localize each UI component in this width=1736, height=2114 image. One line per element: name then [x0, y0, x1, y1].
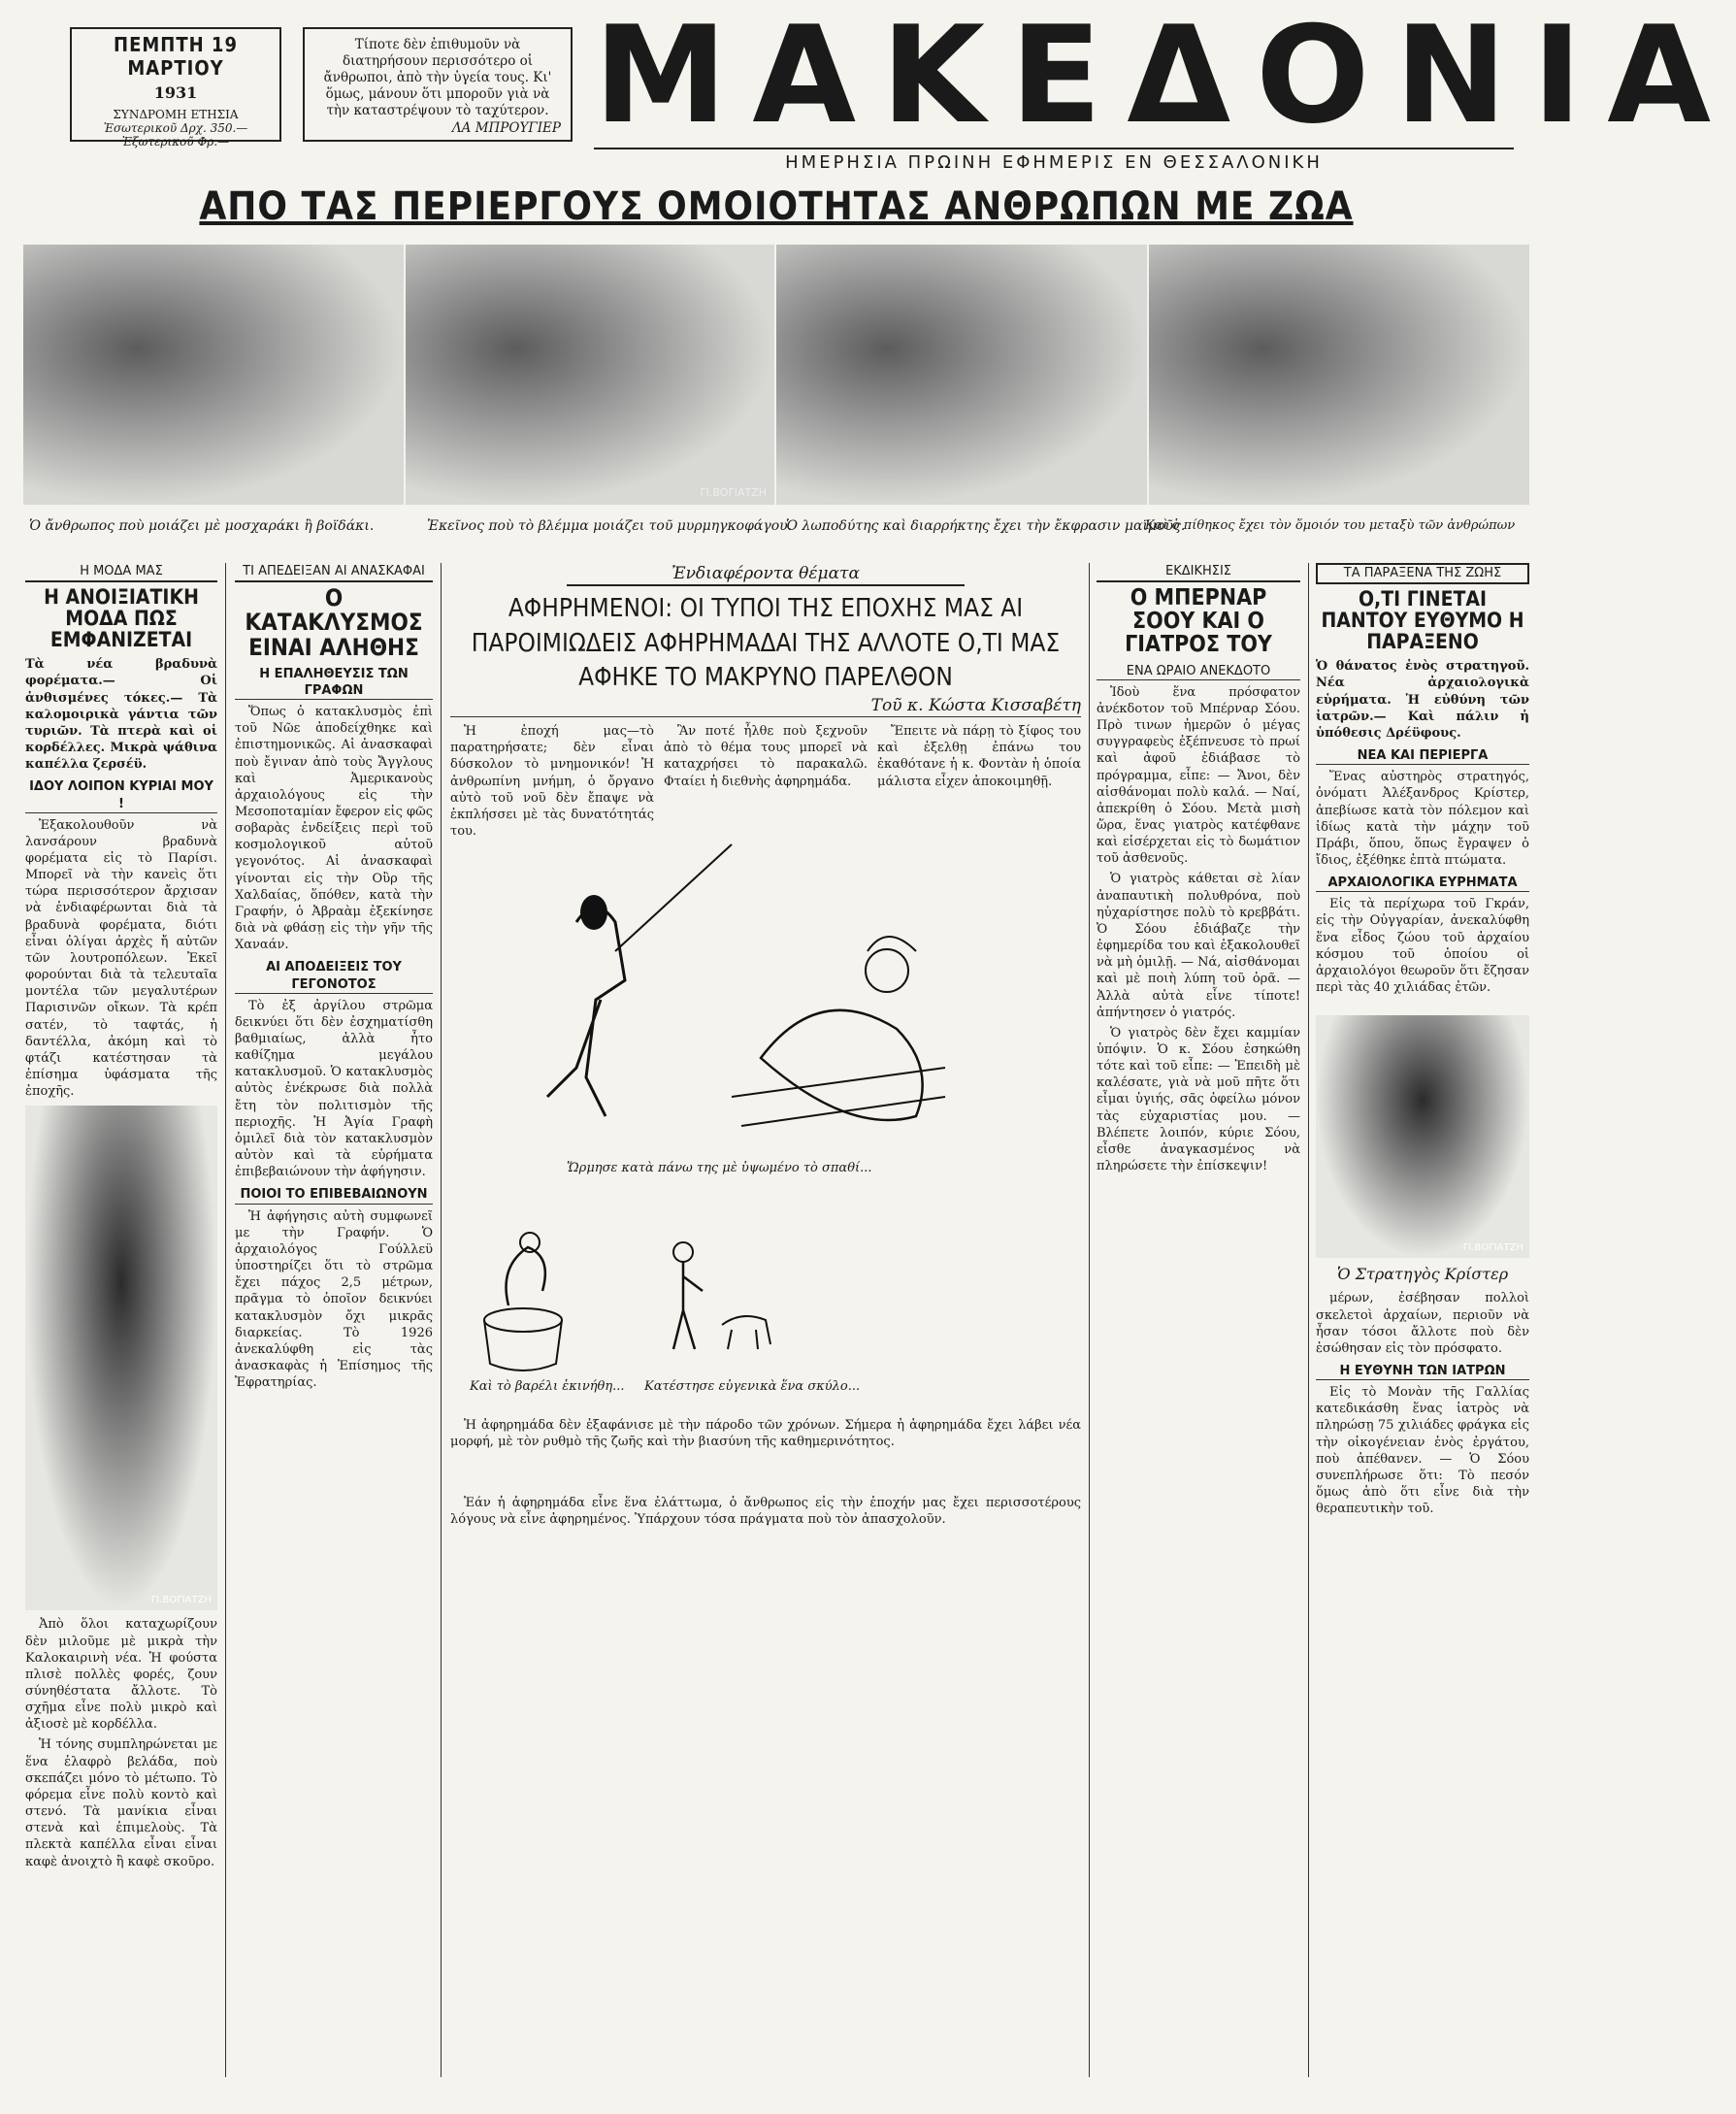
article-body: Ἂν ποτέ ἦλθε ποὺ ξεχνοῦν ἀπὸ τὸ θέμα τους μπορεῖ νὰ καταχρήσει τὸ παρακαλῶ. Φταίει ἡ διεθνὴς ἀφηρημάδα.	[664, 724, 868, 789]
sketch-caption: Καὶ τὸ βαρέλι ἐκινήθη...	[470, 1379, 625, 1394]
feature-headline: ΑΦΗΡΗΜΕΝΟΙ: ΟΙ ΤΥΠΟΙ ΤΗΣ ΕΠΟΧΗΣ ΜΑΣ ΑΙ ΠΑΡΟΙΜΙΩΔΕΙΣ ΑΦΗΡΗΜΑΔΑΙ ΤΗΣ ΑΛΛΟΤΕ Ο,ΤΙ ΜΑΣ ΑΦΗΚΕ ΤΟ ΜΑΚΡΥΝΟ ΠΑΡΕΛΘΟΝ	[471, 594, 1061, 692]
article-body: Ὅπως ὁ κατακλυσμὸς ἐπὶ τοῦ Νῶε ἀποδείχθηκε καὶ ἐπιστημονικῶς. Αἱ ἀνασκαφαὶ ποὺ ἔγιναν ἀπὸ τοὺς Ἄγγλους καὶ Ἀμερικανοὺς ἀρχαιολόγους εἰς τὴν Μεσοποταμίαν ἔφερον εἰς φῶς σοβαρὰς ἐνδείξεις περὶ τοῦ κοσμολογικοῦ αὐτοῦ γεγονότος. Αἱ ἀνασκαφαὶ γίνονται εἰς τὴν Οὒρ τῆς Χαλδαίας, ὅπόθεν, κατὰ τὴν Γραφήν, ὁ Ἀβραὰμ ἐξεκίνησε διὰ νὰ φθάσῃ εἰς τὴν γῆν τῆς Χαναάν.	[235, 705, 433, 953]
article-body: Ἀπὸ ὅλοι καταχωρίζουν δὲν μιλοῦμε μὲ μικρὰ τὴν Καλοκαιρινὴ νέα. Ἡ φούστα πλισὲ πολλὲς φορές, ζουν σύνηθέστατα ἄλλοτε. Τὸ σχῆμα εἶνε πολὺ μικρὸ καὶ ἀξιοσὲ μὲ κορδέλλα.	[25, 1617, 217, 1733]
photo-credit: ΓΙ.ΒΟΓΙΑΤΖΗ	[1462, 1242, 1523, 1254]
column-divider	[441, 563, 442, 2077]
section-kicker: ΕΚΔΙΚΗΣΙΣ	[1097, 563, 1300, 582]
article-flood	[235, 563, 433, 2077]
article-body: Εἰς τὰ περίχωρα τοῦ Γκράν, εἰς τὴν Οὐγγαρίαν, ἀνεκαλύφθη ἕνα εἶδος ζώου τοῦ ἀρχαίου κόσμου τοῦ ὁποίου οἱ ἀρχαιολόγοι θεωροῦν ὅτι ἔζησαν περὶ τὰς 40 χιλιάδας ἐτῶν.	[1316, 897, 1529, 996]
article-body: Ἕνας αὐστηρὸς στρατηγός, ὀνόματι Ἀλέξανδρος Κρίστερ, ἀπεβίωσε κατὰ τὸν πόλεμον καὶ ἰδίως κατὰ τὴν μάχην τοῦ Πράβι, ὅπου, ὅπως ἔγραψεν ὁ ἴδιος, ἐξέθηκε ἑπτὰ πτώματα.	[1316, 770, 1529, 869]
feature-kicker: Ἐνδιαφέροντα θέματα	[567, 563, 965, 586]
article-oddities	[1316, 563, 1529, 2077]
sketch-caption: Ὥρμησε κατὰ πάνω της μὲ ὑψωμένο τὸ σπαθί...	[567, 1161, 872, 1175]
article-body: Ἐξακολουθοῦν νὰ λανσάρουν βραδυνὰ φορέματα εἰς τὸ Παρίσι. Μπορεῖ νὰ τὴν κανεὶς ὅτι τώρα περισσότερον ἄρχισαν νὰ ἐνδιαφέρωνται διὰ τὰ βραδυνὰ φορέματα, διότι εἶναι ὀλίγαι ἀρχὲς ἤ αὐτῶν τῶν λουτροπόλεων. Ἐκεῖ φορούνται διὰ τὰ τελευταῖα μοντέλα τῶν μεγαλυτέρων Παρισινῶν οἴκων. Τὰ κρέπ σατέν, τὸ ταφτάς, ἡ δαντέλλα, ἀκόμη καὶ τὸ φτάζι κατέστησαν τὰ ἐπίσημα ὑφάσματα τῆς ἐποχῆς.	[25, 817, 217, 1100]
article-lead: Ὁ θάνατος ἑνὸς στρατηγοῦ. Νέα ἀρχαιολογικὰ εὑρήματα. Ἡ εὐθύνη τῶν ἰατρῶν.— Καὶ πάλιν ἡ ὑπόθεσις Δρέϋφους.	[1316, 659, 1529, 741]
article-body: Τὸ ἐξ ἀργίλου στρῶμα δεικνύει ὅτι δὲν ἐσχηματίσθη βαθμιαίως, ἀλλὰ ἦτο καθίζημα μεγάλου κατακλυσμοῦ. Ὁ κατακλυσμὸς αὐτὸς ἐνέκρωσε διὰ πολλὰ ἔτη τὸν πολιτισμὸν τῆς περιοχῆς. Ἡ Ἀγία Γραφὴ ὁμιλεῖ διὰ τὸν κατακλυσμὸν αὐτὸν καὶ τὰ εὑρήματα ἐπιβεβαιώνουν τὴν ἀφήγησιν.	[235, 998, 433, 1180]
article-body: Ἰδοὺ ἕνα πρόσφατον ἀνέκδοτον τοῦ Μπέρναρ Σόου. Πρὸ τινων ἡμερῶν ὁ μέγας συγγραφεὺς ἐξέπνευσε τὸ πρωί καὶ ἀφοῦ ἐδιάβασε τὸ πρόγραμμα, εἶπε: — Ἄνοι, δὲν αἰσθάνομαι πολὺ καλά. — Ναί, ἀπεκρίθη ὁ Σόου. Μετὰ μισὴ ὥρα, ἕνας γιατρὸς κατέφθανε καὶ εἰσέρχεται εἰς τὸ δωμάτιον τοῦ ἀσθενοῦς.	[1097, 684, 1300, 867]
article-lead: Τὰ νέα βραδυνὰ φορέματα.— Οἱ ἀνθισμένες τόκες.— Τὰ καλομοιρικὰ γάντια τῶν τυριῶν. Τὰ πτερὰ καὶ οἱ κορδέλλες. Μικρὰ ψάθινα καπέλλα ζερσέϋ.	[25, 657, 217, 773]
photo-credit: ΓΙ.ΒΟΓΙΑΤΖΗ	[150, 1595, 212, 1606]
quote-box	[303, 27, 573, 142]
subscription-price: Ἐσωτερικοῦ Δρχ. 350.— Ἐξωτερικοῦ Φρ.—	[103, 121, 248, 149]
article-subhead: ΑΙ ΑΠΟΔΕΙΞΕΙΣ ΤΟΥ ΓΕΓΟΝΟΤΟΣ	[235, 959, 433, 993]
article-headline: Ο ΚΑΤΑΚΛΥΣΜΟΣ ΕΙΝΑΙ ΑΛΗΘΗΣ	[245, 584, 423, 661]
article-subhead: ΝΕΑ ΚΑΙ ΠΕΡΙΕΡΓΑ	[1316, 747, 1529, 765]
photo-ape	[1149, 245, 1529, 505]
article-headline: Ο ΜΠΕΡΝΑΡ ΣΟΟΥ ΚΑΙ Ο ΓΙΑΤΡΟΣ ΤΟΥ	[1125, 585, 1272, 658]
newspaper-title: ΜΑΚΕΔΟΝΙΑ	[594, 0, 1736, 153]
article-body: μέρων, ἐσέβησαν πολλοὶ σκελετοὶ ἀρχαίων, περιοῦν νὰ ἦσαν τόσοι ἄλλοτε ποὺ δὲν ἐσώθησαν εἰς τὸν πρόσφατο.	[1316, 1291, 1529, 1356]
photo-calf-man	[23, 245, 404, 505]
column-divider	[1089, 563, 1090, 2077]
subscription-label: ΣΥΝΔΡΟΜΗ ΕΤΗΣΙΑ	[113, 108, 239, 121]
masthead-quote: Τίποτε δὲν ἐπιθυμοῦν νὰ διατηρήσουν περισσότερο οἱ ἄνθρωποι, ἀπὸ τὴν ὑγεία τους. Κι' ὅμως, μάνουν ὅτι μποροῦν γιὰ νὰ τὴν καταστρέψουν τὸ ταχύτερον.	[323, 37, 552, 118]
photo-caption-2: Ἐκεῖνος ποὺ τὸ βλέμμα μοιάζει τοῦ μυρμηγκοφάγου.	[427, 518, 793, 534]
article-body: Ὁ γιατρὸς κάθεται σὲ λίαν ἀναπαυτικὴ πολυθρόνα, ποὺ ηὐχαρίστησε πολὺ τὸ κρεββάτι. Ὁ Σόου ἐδιάβαζε τὴν ἐφημερίδα του καὶ ἐξακολουθεῖ νὰ μὴ ὁμιλῇ. — Νά, αἰσθάνομαι καὶ μὲ ποιὴ λύπη τοῦ ὁρᾶ. — Ἀλλὰ αὐτὰ εἶνε τίποτε! ἀπήντησεν ὁ γιατρός.	[1097, 872, 1300, 1020]
barrel-sketch	[450, 1213, 596, 1378]
article-subhead: ΠΟΙΟΙ ΤΟ ΕΠΙΒΕΒΑΙΩΝΟΥΝ	[235, 1186, 433, 1204]
article-body: Ἐάν ἡ ἀφηρημάδα εἶνε ἕνα ἐλάττωμα, ὁ ἄνθρωπος εἰς τὴν ἐποχήν μας ἔχει περισσοτέρους λόγους νὰ εἶνε ἀφηρημένος. Ὑπάρχουν τόσα πράγματα ποὺ τὸν ἀπασχολοῦν.	[450, 1496, 1081, 1528]
fashion-illustration	[25, 1106, 217, 1610]
photo-caption-1: Ὁ ἄνθρωπος ποὺ μοιάζει μὲ μοσχαράκι ἢ βοϊδάκι.	[29, 518, 375, 534]
newspaper-subtitle: ΗΜΕΡΗΣΙΑ ΠΡΩΙΝΗ ΕΦΗΜΕΡΙΣ ΕΝ ΘΕΣΣΑΛΟΝΙΚΗ	[594, 148, 1514, 173]
issue-year: 1931	[153, 83, 198, 102]
article-fashion	[25, 563, 217, 2077]
article-subhead: Η ΕΥΘΥΝΗ ΤΩΝ ΙΑΤΡΩΝ	[1316, 1363, 1529, 1380]
section-kicker: ΤΙ ΑΠΕΔΕΙΞΑΝ ΑΙ ΑΝΑΣΚΑΦΑΙ	[235, 563, 433, 582]
section-kicker: Η ΜΟΔΑ ΜΑΣ	[25, 563, 217, 582]
banner-headline: ΑΠΟ ΤΑΣ ΠΕΡΙΕΡΓΟΥΣ ΟΜΟΙΟΤΗΤΑΣ ΑΝΘΡΩΠΩΝ ΜΕ ΖΩΑ	[199, 184, 1354, 229]
article-shaw	[1097, 563, 1300, 2077]
photo-caption-3: Ὁ λωποδύτης καὶ διαρρήκτης ἔχει τὴν ἔκφρασιν μαϊμοῦς.	[786, 518, 1186, 534]
article-headline: Ο,ΤΙ ΓΙΝΕΤΑΙ ΠΑΝΤΟΥ ΕΥΘΥΜΟ Η ΠΑΡΑΞΕΝΟ	[1321, 587, 1524, 654]
article-body: Ἔπειτε νὰ πάρῃ τὸ ξίφος του καὶ ἐξελθῃ ἐπάνω του ἐκαθότανε ἡ κ. Φοντὰν ἡ ὁποία μάλιστα εἶχεν ἀποκοιμηθῇ.	[877, 724, 1081, 789]
photo-monkey-thief	[776, 245, 1147, 505]
article-body: Εἰς τὸ Μονὰν τῆς Γαλλίας κατεδικάσθη ἕνας ἰατρὸς νὰ πληρώσῃ 75 χιλιάδες φράγκα εἰς τὴν οἰκογένειαν ἑνὸς ἐργάτου, ποὺ ἀπέθανεν. — Ὁ Σόου συνεπλήρωσε ὅτι: Τὸ πεσόν ὅμως ἀπὸ ὅτι εἶνε διὰ τὴν θεραπευτικὴν τοῦ.	[1316, 1385, 1529, 1517]
feature-byline: Τοῦ κ. Κώστα Κισσαβέτη	[450, 695, 1081, 717]
dog-sketch	[644, 1233, 790, 1359]
photo-caption-4: Καὶ ὁ πίθηκος ἔχει τὸν ὅμοιόν του μεταξὺ τῶν ἀνθρώπων	[1145, 518, 1516, 533]
column-divider	[225, 563, 226, 2077]
portrait-caption: Ὁ Στρατηγὸς Κρίστερ	[1336, 1265, 1509, 1284]
article-body: Ἡ ἀφήγησις αὐτὴ συμφωνεῖ με τὴν Γραφήν. Ὁ ἀρχαιολόγος Γούλλεϋ ὑποστηρίζει ὅτι τὸ στρῶμα ἔχει πάχος 2,5 μέτρων, πρᾶγμα τὸ ὁποῖον δεικνύει κατακλυσμὸν ὄχι μικρᾶς διαρκείας. Τὸ 1926 ἀνεκαλύφθη εἰς τὰς ἀνασκαφὰς ἡ Ἐπίσημος τῆς Ἐφρατηρίας.	[235, 1208, 433, 1391]
photo-credit: ΓΙ.ΒΟΓΙΑΤΖΗ	[700, 486, 767, 499]
article-body: Ἡ ἀφηρημάδα δὲν ἐξαφάνισε μὲ τὴν πάροδο τῶν χρόνων. Σήμερα ἡ ἀφηρημάδα ἔχει λάβει νέα μορφή, μὲ τὸν ρυθμὸ τῆς ζωῆς καὶ τὴν βιασύνη τῆς καθημερινότητος.	[450, 1418, 1081, 1450]
fencing-sketch	[508, 806, 1013, 1155]
section-kicker: ΤΑ ΠΑΡΑΞΕΝΑ ΤΗΣ ΖΩΗΣ	[1316, 563, 1529, 584]
date-box	[70, 27, 281, 149]
article-body: Ὁ γιατρὸς δὲν ἔχει καμμίαν ὑπόψιν. Ὁ κ. Σόου ἐσηκώθη τότε καὶ τοῦ εἶπε: — Ἐπειδὴ μὲ καλέσατε, γιὰ νὰ μοῦ πῆτε ὅτι εἶμαι ὑγιής, σᾶς ὀφείλω μόνον τὰς εὐχαριστίας μου. — Βλέπετε λοιπόν, κύριε Σόου, εἶσθε ἀναγκασμένος νὰ πληρώσετε τὴν ἐπίσκεψιν!	[1097, 1025, 1300, 1174]
general-portrait	[1316, 1015, 1529, 1258]
article-body: Ἡ ἐποχή μας—τὸ παρατηρήσατε; δὲν εἶναι δύσκολον τὸ μνημονικόν! Ἡ ἀνθρωπίνη μνήμη, ὁ ὄργανο αὐτὸ τοῦ νοῦ δὲν ἔπαψε νὰ ἐκπλήσσει μὲ τὰς δυνατότητάς του.	[450, 724, 654, 840]
article-headline: Η ΑΝΟΙΞΙΑΤΙΚΗ ΜΟΔΑ ΠΩΣ ΕΜΦΑΝΙΖΕΤΑΙ	[44, 585, 199, 652]
quote-author: ΛΑ ΜΠΡΟΥΓΙΕΡ	[451, 120, 561, 137]
article-subhead: Η ΕΠΑΛΗΘΕΥΣΙΣ ΤΩΝ ΓΡΑΦΩΝ	[235, 666, 433, 700]
issue-date: ΠΕΜΠΤΗ 19 ΜΑΡΤΙΟΥ	[114, 33, 238, 80]
sketch-caption: Κατέστησε εὐγενικὰ ἕνα σκύλο...	[644, 1379, 861, 1394]
article-absentminded	[450, 563, 1081, 2077]
column-divider	[1308, 563, 1309, 2077]
photo-anteater-man	[406, 245, 774, 505]
article-subhead: ΑΡΧΑΙΟΛΟΓΙΚΑ ΕΥΡΗΜΑΤΑ	[1316, 875, 1529, 892]
article-subhead: ΙΔΟΥ ΛΟΙΠΟΝ ΚΥΡΙΑΙ ΜΟΥ !	[25, 778, 217, 812]
article-subhead: ΕΝΑ ΩΡΑΙΟ ΑΝΕΚΔΟΤΟ	[1097, 663, 1300, 680]
article-body: Ἡ τόνης συμπληρώνεται με ἕνα ἐλαφρὸ βελάδα, ποὺ σκεπάζει μόνο τὸ μέτωπο. Τὸ φόρεμα εἶνε πολὺ κοντὸ καὶ στενό. Τὰ μανίκια εἶναι στενὰ καὶ ἐπιμελοὺς. Τὰ πλεκτὰ καπέλλα εἶναι εἶναι καφὲ ἀνοιχτὸ ἢ καφὲ σκοῦρο.	[25, 1737, 217, 1869]
